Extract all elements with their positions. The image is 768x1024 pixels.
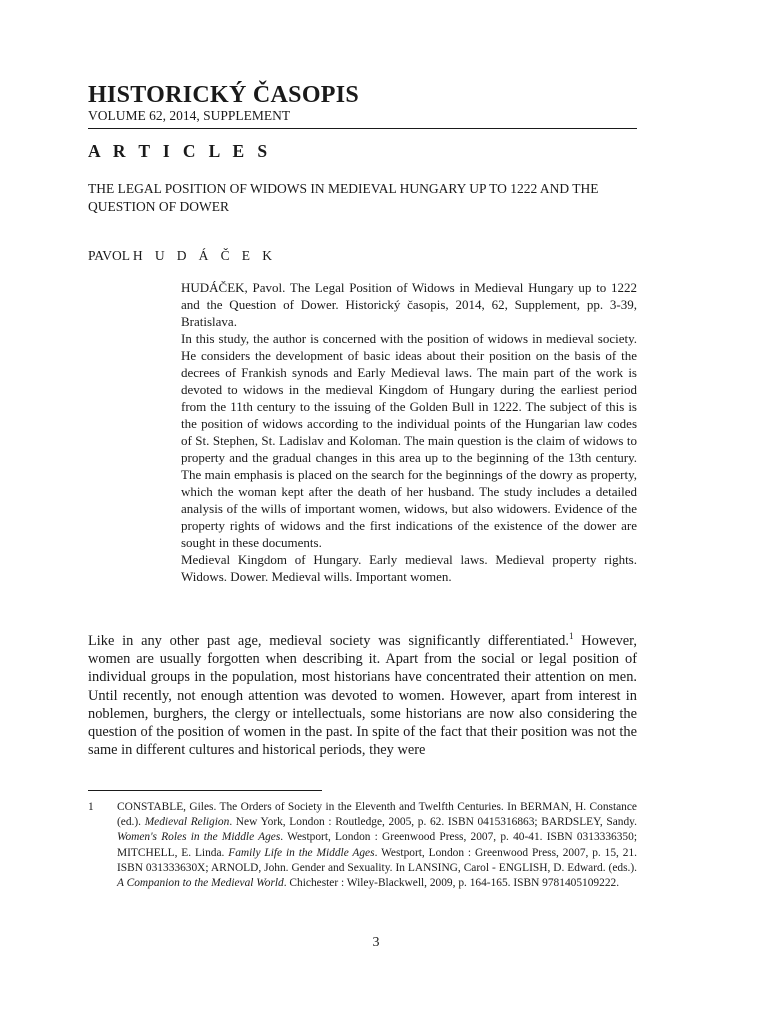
footnote-book-title: Family Life in the Middle Ages <box>228 846 375 859</box>
body-paragraph <box>88 632 637 759</box>
footnote-text <box>117 800 637 891</box>
abstract-citation: HUDÁČEK, Pavol. The Legal Position of Widows in Medieval Hungary up to 1222 and the Question of Dower. Historický časopis, 2014, 62, Supplement, pp. 3-39, Bratislava. <box>181 280 637 329</box>
abstract <box>181 279 637 585</box>
footnote-book-title: Women's Roles in the Middle Ages <box>117 831 281 844</box>
body-text-start: Like in any other past age, medieval society was significantly differentiated. <box>88 633 569 649</box>
author-given-name: PAVOL <box>88 248 130 263</box>
body-text-rest: However, women are usually forgotten when describing it. Apart from the social or legal position of individual groups in the population, most historians have concentrated their attention on men. Until recently, not enough attention was devoted to women. However, apart from interest in noblemen, burghers, the clergy or intellectuals, some historians are now also considering the question of the position of women in the past. In spite of the fact that their position was not the same in different cultures and historical periods, they were <box>88 633 637 759</box>
header-rule <box>88 128 637 129</box>
footnote <box>88 800 637 891</box>
footnote-book-title: A Companion to the Medieval World <box>117 877 284 890</box>
page-number: 3 <box>372 935 380 950</box>
section-label: A R T I C L E S <box>88 141 272 161</box>
footnote-segment: . Westport, London : Greenwood Press, 2007, p. 40-41. ISBN 0313336350; MITCHELL, E. Linda. <box>117 831 637 859</box>
footnote-number: 1 <box>88 801 94 813</box>
footnote-segment: . Chichester : Wiley-Blackwell, 2009, p. 164-165. ISBN 9781405109222. <box>283 877 620 890</box>
footnote-reference[interactable]: 1 <box>568 631 574 642</box>
footnote-segment: . Westport, London : Greenwood Press, 2007, p. 15, 21. ISBN 031333630X; ARNOLD, John. Gender and Sexuality. In LANSING, Carol - ENGLISH, D. Edward. (eds.). <box>117 846 637 874</box>
abstract-keywords: Medieval Kingdom of Hungary. Early medieval laws. Medieval property rights. Widows. Dower. Medieval wills. Important women. <box>181 552 637 584</box>
body-text <box>88 632 637 759</box>
article-title: THE LEGAL POSITION OF WIDOWS IN MEDIEVAL HUNGARY UP TO 1222 AND THE QUESTION OF DOWER <box>88 181 599 214</box>
abstract-summary: In this study, the author is concerned with the position of widows in medieval society. He considers the development of basic ideas about their position on the basis of the decrees of Frankish synods and Early Medieval laws. The main part of the work is devoted to widows in the medieval Kingdom of Hungary during the earliest period from the 11th century to the issuing of the Golden Bull in 1222. The subject of this is the position of widows according to the individual points of the Hungarian law codes of St. Stephen, St. Ladislav and Koloman. The main question is the claim of widows to property and the gradual changes in this area up to the beginning of the 13th century. The main emphasis is placed on the search for the beginnings of the dowry as property, which the woman kept after the death of her husband. The study includes a detailed analysis of the wills of important women, widows, but also widowers. Evidence of the property rights of widows and the first indications of the existence of the dower are sought in these documents. <box>181 331 637 550</box>
footnote-segment: . New York, London : Routledge, 2005, p. 62. ISBN 0415316863; BARDSLEY, Sandy. <box>229 816 637 829</box>
footnote-rule <box>88 790 322 791</box>
journal-volume: VOLUME 62, 2014, SUPPLEMENT <box>88 108 291 123</box>
footnote-book-title: Medieval Religion <box>144 816 230 829</box>
author-line <box>88 247 276 265</box>
footnote-segment: CONSTABLE, Giles. The Orders of Society in the Eleventh and Twelfth Centuries. In BERMAN, H. Constance (ed.). <box>117 801 637 829</box>
journal-title: HISTORICKÝ ČASOPIS <box>88 82 360 108</box>
author-surname: H U D Á Č E K <box>132 248 277 263</box>
